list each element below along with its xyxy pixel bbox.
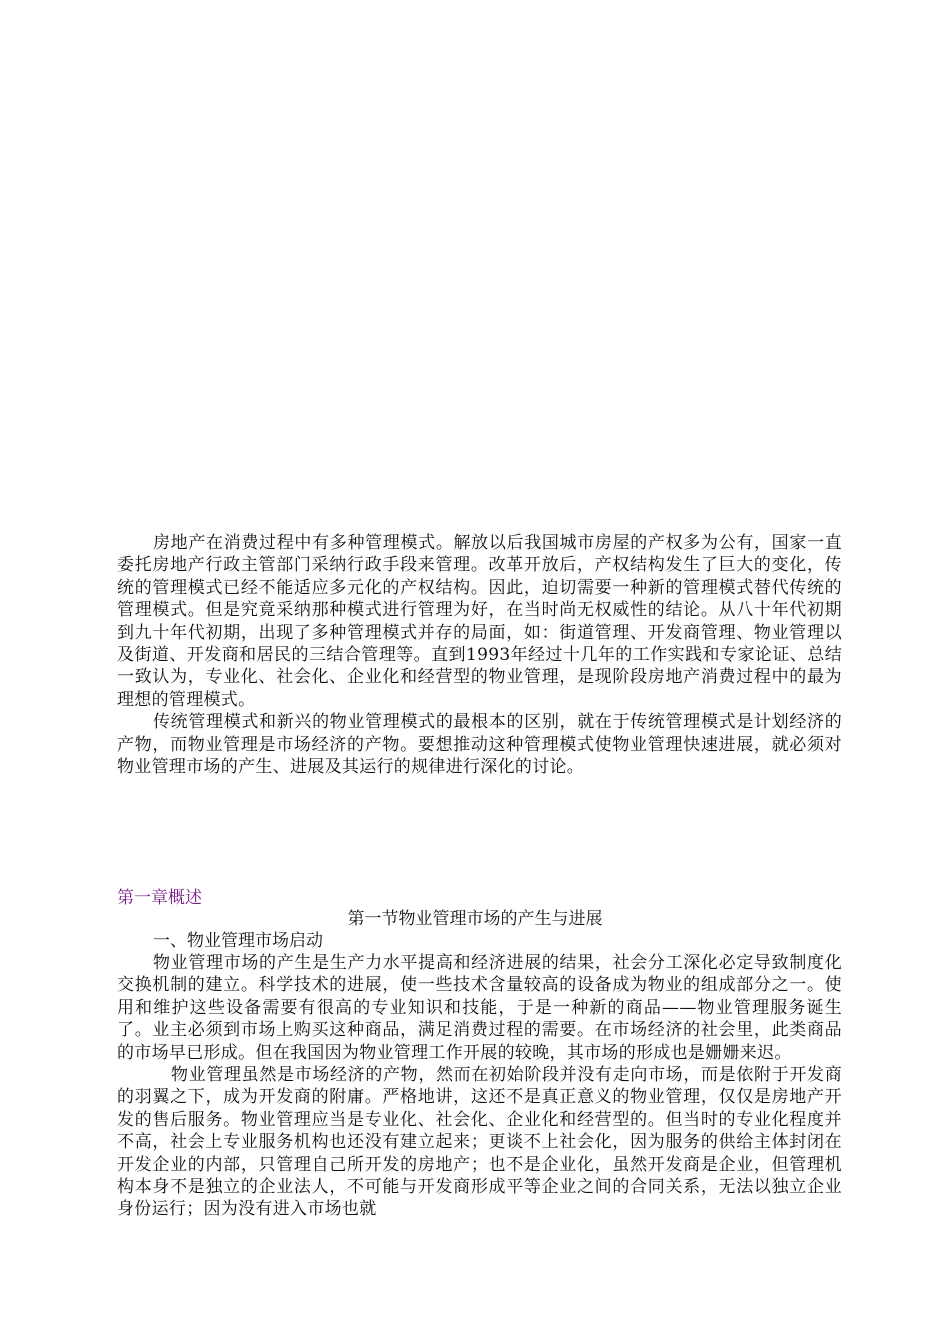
intro-paragraph-2: 传统管理模式和新兴的物业管理模式的最根本的区别，就在于传统管理模式是计划经济的产物，而物业管理是市场经济的产物。要想推动这种管理模式使物业管理快速进展，就必须对物业管理市场的产生、进展及其运行的规律进行深化的讨论。	[117, 712, 842, 778]
intro-paragraph-1: 房地产在消费过程中有多种管理模式。解放以后我国城市房屋的产权多为公有，国家一直委托房地产行政主管部门采纳行政手段来管理。改革开放后，产权结构发生了巨大的变化，传统的管理模式已经不能适应多元化的产权结构。因此，迫切需要一种新的管理模式替代传统的管理模式。但是究竟采纳那种模式进行管理为好，在当时尚无权威性的结论。从八十年代初期到九十年代初期，出现了多种管理模式并存的局面，如：街道管理、开发商管理、物业管理以及街道、开发商和居民的三结合管理等。直到1993年经过十几年的工作实践和专家论证、总结一致认为，专业化、社会化、企业化和经营型的物业管理，是现阶段房地产消费过程中的最为理想的管理模式。	[117, 533, 842, 710]
section-heading: 第一节物业管理市场的产生与进展	[347, 909, 603, 929]
body-paragraph-1: 物业管理市场的产生是生产力水平提高和经济进展的结果，社会分工深化必定导致制度化交换机制的建立。科学技术的进展，使一些技术含量较高的设备成为物业的组成部分之一。使用和维护这些设备需要有很高的专业知识和技能，于是一种新的商品——物业管理服务诞生了。业主必须到市场上购买这种商品，满足消费过程的需要。在市场经济的社会里，此类商品的市场早已形成。但在我国因为物业管理工作开展的较晚，其市场的形成也是姗姗来迟。	[117, 953, 842, 1063]
section-body	[117, 952, 842, 1221]
intro-section	[117, 532, 842, 778]
subsection-heading: 一、物业管理市场启动	[153, 931, 323, 951]
body-paragraph-2: 物业管理虽然是市场经济的产物，然而在初始阶段并没有走向市场，而是依附于开发商的羽翼之下，成为开发商的附庸。严格地讲，这还不是真正意义的物业管理，仅仅是房地产开发的售后服务。物业管理应当是专业化、社会化、企业化和经营型的。但当时的专业化程度并不高，社会上专业服务机构也还没有建立起来；更谈不上社会化，因为服务的供给主体封闭在开发企业的内部，只管理自己所开发的房地产；也不是企业化，虽然开发商是企业，但管理机构本身不是独立的企业法人，不可能与开发商形成平等企业之间的合同关系，无法以独立企业身份运行；因为没有进入市场也就	[117, 1065, 842, 1220]
chapter-heading: 第一章概述	[117, 888, 202, 908]
